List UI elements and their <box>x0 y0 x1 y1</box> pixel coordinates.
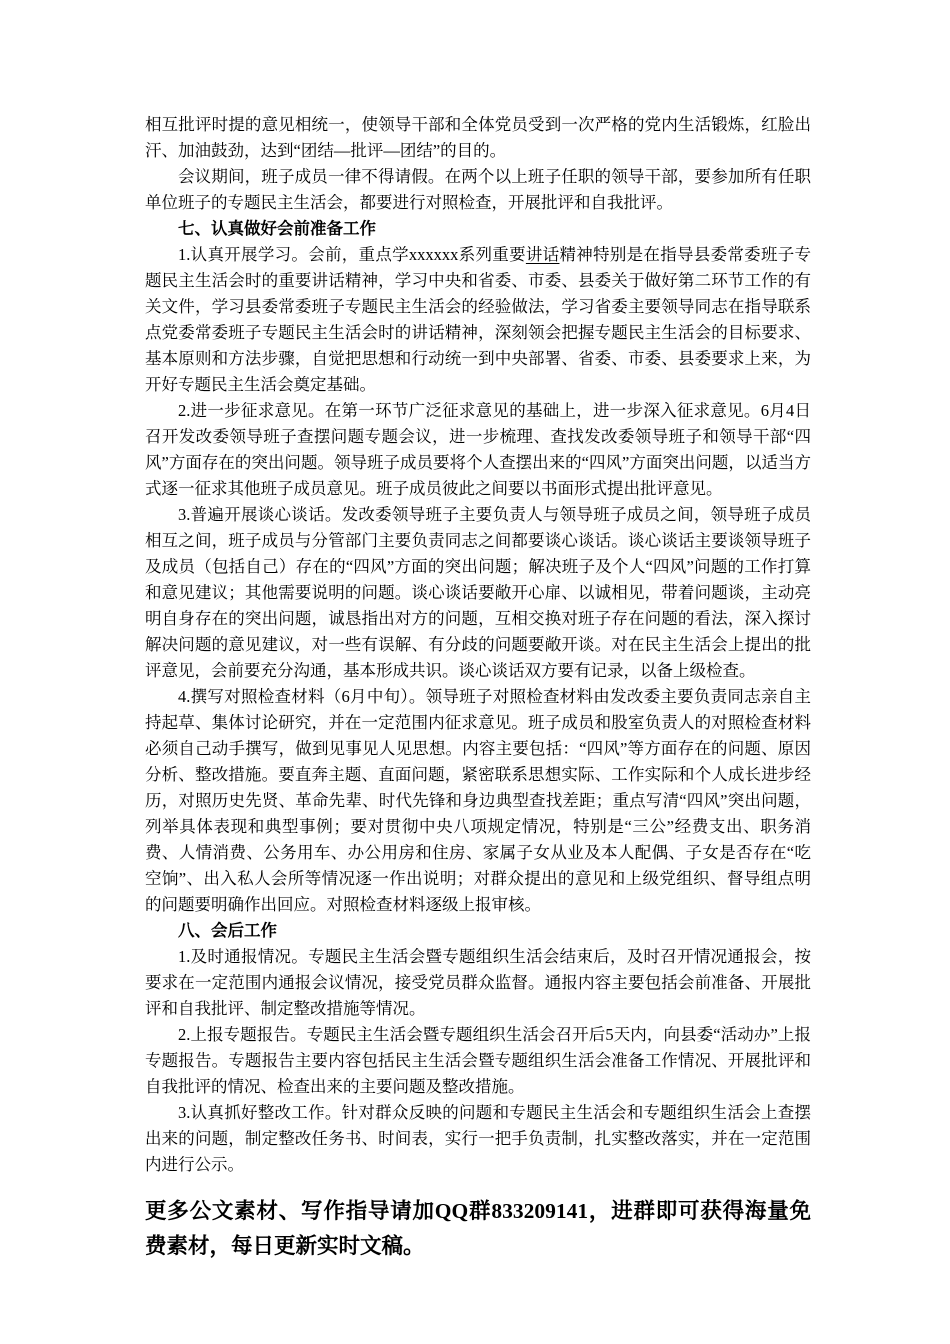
paragraph-text-pre: 1.认真开展学习。会前，重点学xxxxxx系列重要 <box>178 245 526 264</box>
footer-promo-note: 更多公文素材、写作指导请加QQ群833209141，进群即可获得海量免费素材，每日更新实时文稿。 <box>145 1199 811 1258</box>
section-heading-8: 八、会后工作 <box>178 921 277 940</box>
paragraph-inspection-materials: 4.撰写对照检查材料（6月中旬）。领导班子对照检查材料由发改委主要负责同志亲自主持起草、集体讨论研究，并在一定范围内征求意见。班子成员和股室负责人的对照检查材料必须自己动手撰写，做到见事见人见思想。内容主要包括：“四风”等方面存在的问题、原因分析、整改措施。要直奔主题、直面问题，紧密联系思想实际、工作实际和个人成长进步经历，对照历史先贤、革命先辈、时代先锋和身边典型查找差距；重点写清“四风”突出问题，列举具体表现和典型事例；要对贯彻中央八项规定情况，特别是“三公”经费支出、职务消费、人情消费、公务用车、办公用房和住房、家属子女从业及本人配偶、子女是否存在“吃空饷”、出入私人会所等情况逐一作出说明；对群众提出的意见和上级党组织、督导组点明的问题要明确作出回应。对照检查材料逐级上报审核。 <box>145 687 811 914</box>
paragraph-text-post: 精神特别是在指导县委常委班子专题民主生活会时的重要讲话精神，学习中央和省委、市委、县委关于做好第二环节工作的有关文件，学习县委常委班子专题民主生活会的经验做法，学习省委主要领导同志在指导联系点党委常委班子专题民主生活会时的讲话精神，深刻领会把握专题民主生活会的目标要求、基本原则和方法步骤，自觉把思想和行动统一到中央部署、省委、市委、县委要求上来，为开好专题民主生活会奠定基础。 <box>145 245 812 394</box>
paragraph-solicit-opinions: 2.进一步征求意见。在第一环节广泛征求意见的基础上，进一步深入征求意见。6月4日召开发改委领导班子查摆问题专题会议，进一步梳理、查找发改委领导班子和领导干部“四风”方面存在的突出问题。领导班子成员要将个人查摆出来的“四风”方面突出问题，以适当方式逐一征求其他班子成员意见。班子成员彼此之间要以书面形式提出批评意见。 <box>145 401 811 498</box>
underlined-text: 讲话 <box>525 245 560 264</box>
paragraph-rectification: 3.认真抓好整改工作。针对群众反映的问题和专题民主生活会和专题组织生活会上查摆出来的问题，制定整改任务书、时间表，实行一把手负责制，扎实整改落实，并在一定范围内进行公示。 <box>145 1103 811 1174</box>
paragraph-study <box>145 242 811 398</box>
section-heading-7: 七、认真做好会前准备工作 <box>178 219 376 238</box>
paragraph-continuation: 相互批评时提的意见相统一，使领导干部和全体党员受到一次严格的党内生活锻炼，红脸出汗、加油鼓劲，达到“团结—批评—团结”的目的。 <box>145 115 811 160</box>
paragraph-heart-to-heart-talks: 3.普遍开展谈心谈话。发改委领导班子主要负责人与领导班子成员之间，领导班子成员相互之间，班子成员与分管部门主要负责同志之间都要谈心谈话。谈心谈话主要谈领导班子及成员（包括自己）存在的“四风”方面的突出问题；解决班子及个人“四风”问题的工作打算和意见建议；其他需要说明的问题。谈心谈话要敞开心扉、以诚相见，带着问题谈，主动亮明自身存在的突出问题，诚恳指出对方的问题，互相交换对班子存在问题的看法，深入探讨解决问题的意见建议，对一些有误解、有分歧的问题要敞开谈。对在民主生活会上提出的批评意见，会前要充分沟通，基本形成共识。谈心谈话双方要有记录，以备上级检查。 <box>145 505 811 680</box>
paragraph-submit-report: 2.上报专题报告。专题民主生活会暨专题组织生活会召开后5天内，向县委“活动办”上报专题报告。专题报告主要内容包括民主生活会暨专题组织生活会准备工作情况、开展批评和自我批评的情况、检查出来的主要问题及整改措施。 <box>145 1025 811 1096</box>
paragraph-meeting-rules: 会议期间，班子成员一律不得请假。在两个以上班子任职的领导干部，要参加所有任职单位班子的专题民主生活会，都要进行对照检查，开展批评和自我批评。 <box>145 167 811 212</box>
document-content <box>145 112 811 1264</box>
paragraph-report-situation: 1.及时通报情况。专题民主生活会暨专题组织生活会结束后，及时召开情况通报会，按要求在一定范围内通报会议情况，接受党员群众监督。通报内容主要包括会前准备、开展批评和自我批评、制定整改措施等情况。 <box>145 947 811 1018</box>
